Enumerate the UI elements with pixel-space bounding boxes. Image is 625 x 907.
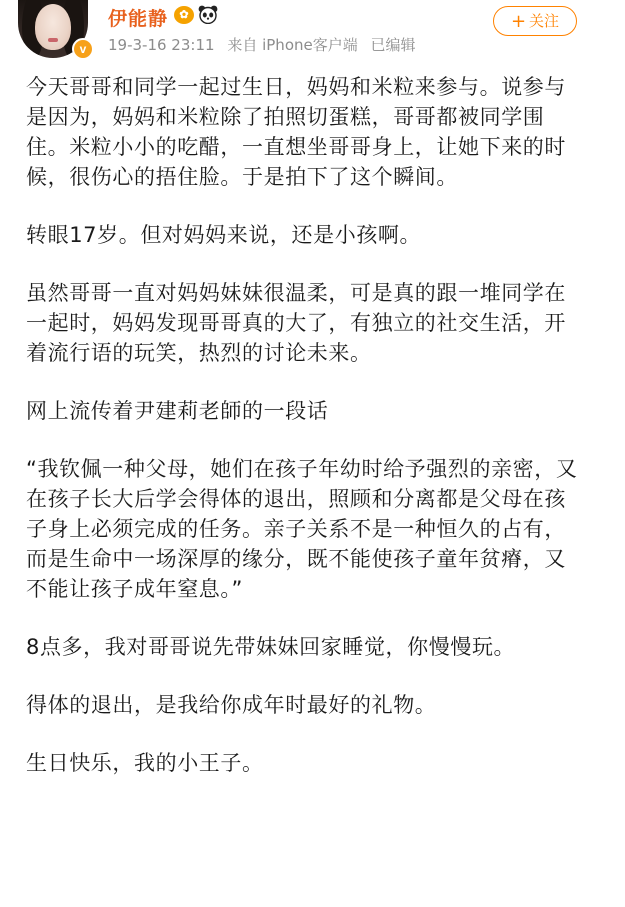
post-paragraph: 生日快乐，我的小王子。	[26, 751, 264, 775]
post-meta	[108, 34, 424, 55]
post-body	[26, 72, 586, 806]
verified-icon: v	[72, 38, 94, 60]
follow-button[interactable]	[493, 6, 577, 36]
follow-label: 关注	[529, 12, 560, 30]
post-source[interactable]: 来自 iPhone客户端	[227, 36, 358, 54]
panda-icon[interactable]	[198, 5, 218, 24]
post-quote-paragraph: “我钦佩一种父母，她们在孩子年幼时给予强烈的亲密，又在孩子长大后学会得体的退出，照顾和分离都是父母在孩子身上必须完成的任务。亲子关系不是一种恒久的占有，而是生命中一场深厚的缘分，既不能使孩子童年贫瘠，又不能让孩子成年窒息。”	[26, 457, 578, 601]
edit-status[interactable]: 已编辑	[370, 36, 416, 54]
post-paragraph: 网上流传着尹建莉老師的一段话	[26, 399, 329, 423]
plus-icon: +	[510, 11, 527, 32]
post-paragraph: 转眼17岁。但对妈妈来说，还是小孩啊。	[26, 223, 422, 247]
post-paragraph: 虽然哥哥一直对妈妈妹妹很温柔，可是真的跟一堆同学在一起时，妈妈发现哥哥真的大了，有独立的社交生活，开着流行语的玩笑，热烈的讨论未来。	[26, 281, 566, 365]
post-timestamp: 19-3-16 23:11	[108, 36, 215, 54]
user-name[interactable]: 伊能静	[108, 8, 169, 30]
avatar-lips	[48, 38, 58, 42]
post-paragraph: 得体的退出，是我给你成年时最好的礼物。	[26, 693, 437, 717]
avatar-face	[35, 4, 71, 50]
post-header	[0, 0, 625, 62]
post-paragraph: 今天哥哥和同学一起过生日，妈妈和米粒来参与。说参与是因为，妈妈和米粒除了拍照切蛋糕，哥哥都被同学围住。米粒小小的吃醋，一直想坐哥哥身上，让她下来的时候，很伤心的捂住脸。于是拍下了这个瞬间。	[26, 75, 566, 189]
vip-crown-icon[interactable]: ✿	[174, 6, 194, 24]
post-paragraph: 8点多，我对哥哥说先带妹妹回家睡觉，你慢慢玩。	[26, 635, 516, 659]
avatar-wrap[interactable]	[18, 0, 92, 58]
